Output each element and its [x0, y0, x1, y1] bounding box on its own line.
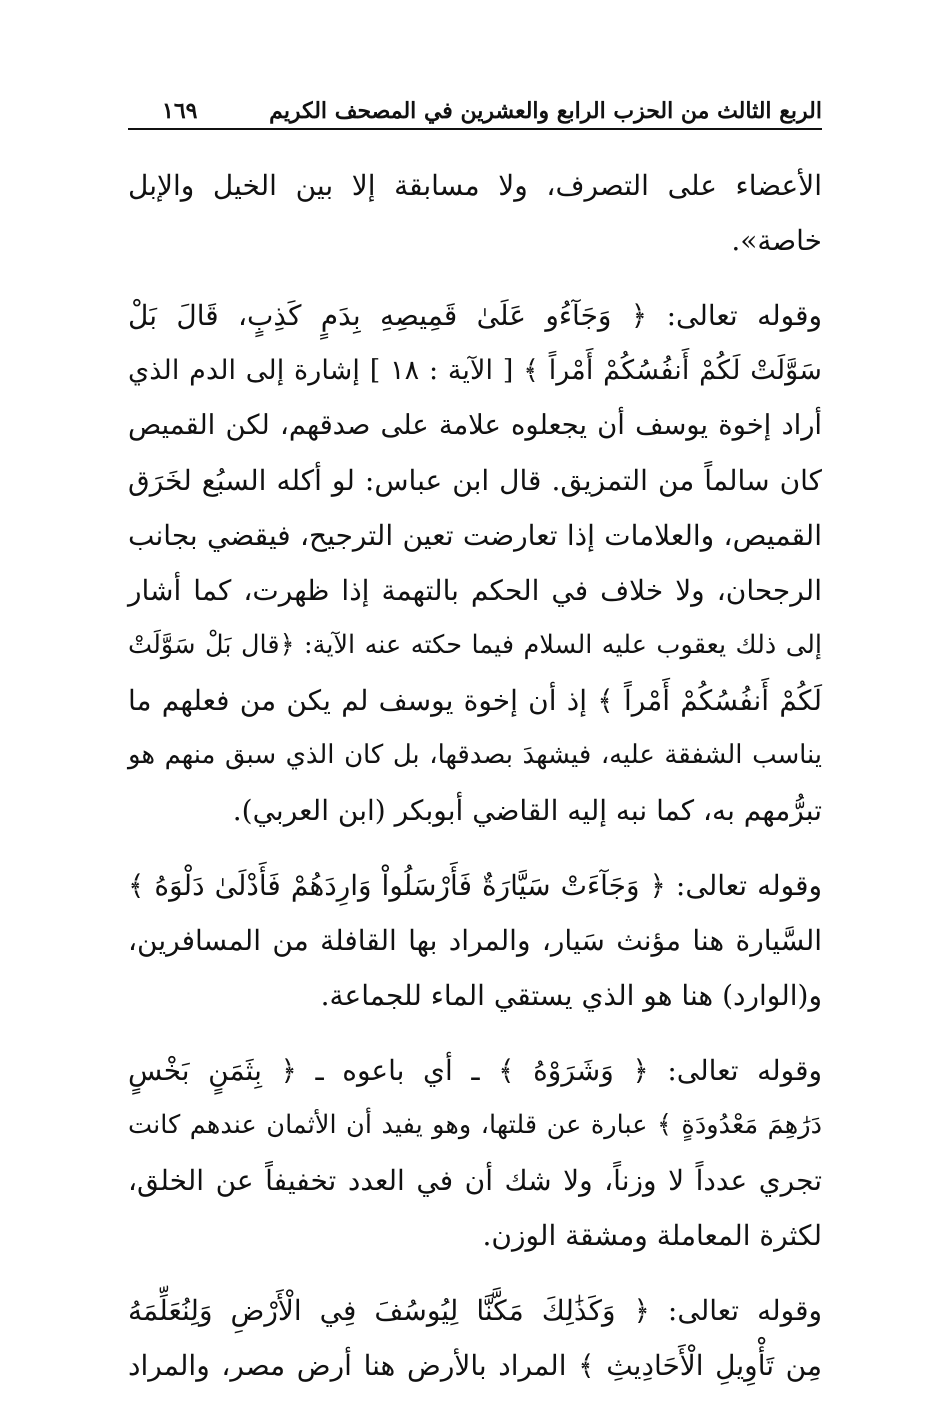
- page-header: [128, 92, 822, 130]
- text-line: السَّيارة هنا مؤنث سَيار، والمراد بها القافلة من المسافرين،: [128, 924, 822, 957]
- text-line: يناسب الشفقة عليه، فيشهدَ بصدقها، بل كان الذي سبق منهم هو: [128, 740, 822, 770]
- text-line: لكثرة المعاملة ومشقة الوزن.: [482, 1219, 822, 1252]
- text-line: سَوَّلَتْ لَكُمْ أَنفُسُكُمْ أَمْراً ﴾ [ الآية : ١٨ ] إشارة إلى الدم الذي: [128, 355, 823, 386]
- text-line: وقوله تعالى: ﴿ وَكَذَٰلِكَ مَكَّنَّا لِيُوسُفَ فِي الْأَرْضِ وَلِنُعَلِّمَهُ: [128, 1294, 822, 1327]
- text-line: لَكُمْ أَنفُسُكُمْ أَمْراً ﴾ إذ أن إخوة يوسف لم يكن من فعلهم ما: [128, 684, 822, 717]
- text-line: الأعضاء على التصرف، ولا مسابقة إلا بين الخيل والإبل: [128, 169, 822, 202]
- paragraph: [128, 858, 822, 1023]
- text-line: أراد إخوة يوسف أن يجعلوه علامة على صدقهم، لكن القميص: [128, 410, 822, 441]
- text-line: دَرَٰهِمَ مَعْدُودَةٍ ﴾ عبارة عن قلتها، وهو يفيد أن الأثمان عندهم كانت: [128, 1110, 822, 1140]
- page-number: ١٦٩: [162, 98, 198, 124]
- text-line: تبرُّمهم به، كما نبه إليه القاضي أبوبكر (ابن العربي).: [232, 794, 822, 827]
- text-line: تجري عدداً لا وزناً، ولا شك أن في العدد تخفيفاً عن الخلق،: [128, 1164, 822, 1197]
- running-title: الربع الثالث من الحزب الرابع والعشرين في المصحف الكريم: [269, 98, 822, 124]
- text-line: وقوله تعالى: ﴿ وَجَآءَتْ سَيَّارَةٌ فَأَرْسَلُواْ وَارِدَهُمْ فَأَدْلَىٰ دَلْوَهُ ﴾: [128, 869, 822, 902]
- paragraph: [128, 288, 822, 838]
- page-body: [128, 158, 822, 1393]
- text-line: وقوله تعالى: ﴿ وَشَرَوْهُ ﴾ ـ أي باعوه ـ ﴿ بِثَمَنٍ بَخْسٍ: [128, 1054, 822, 1087]
- text-line: و(الوارد) هنا هو الذي يستقي الماء للجماعة.: [320, 979, 822, 1012]
- text-line: مِن تَأْوِيلِ الْأَحَادِيثِ ﴾ المراد بالأرض هنا أرض مصر، والمراد: [128, 1349, 822, 1382]
- text-line: وقوله تعالى: ﴿ وَجَآءُو عَلَىٰ قَمِيصِهِ بِدَمٍ كَذِبٍ، قَالَ بَلْ: [128, 299, 822, 332]
- text-line: القميص، والعلامات إذا تعارضت تعين الترجيح، فيقضي بجانب: [128, 519, 822, 552]
- text-line: الرجحان، ولا خلاف في الحكم بالتهمة إذا ظهرت، كما أشار: [128, 574, 822, 607]
- text-line: كان سالماً من التمزيق. قال ابن عباس: لو أكله السبُع لخَرَق: [128, 464, 822, 497]
- paragraph: [128, 1283, 822, 1393]
- paragraph: [128, 158, 822, 268]
- paragraph: [128, 1043, 822, 1263]
- text-line: خاصة».: [731, 224, 822, 257]
- text-line: إلى ذلك يعقوب عليه السلام فيما حكته عنه الآية: ﴿قال بَلْ سَوَّلَتْ: [128, 630, 822, 660]
